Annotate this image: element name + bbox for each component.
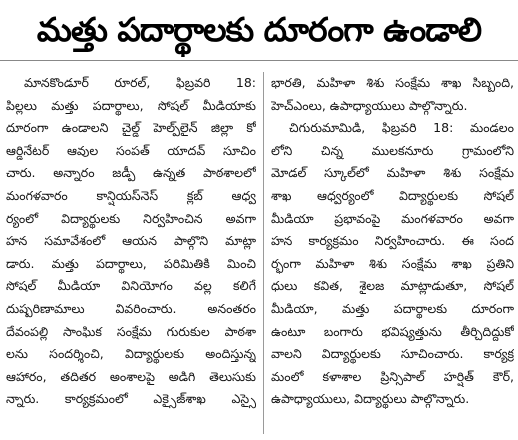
article-line: ఉంటూ బంగారు భవిష్యత్తును తీర్చిదిద్దుకో <box>271 323 514 339</box>
article-line: శాఖ ఆధ్వర్యంలో విద్యార్థులకు సోషల్ <box>271 187 514 203</box>
article-line: హన సమావేశంలో ఆయన పాల్గొని మాట్లా <box>6 233 256 249</box>
article-line: చిగురుమామిడి, ఫిబ్రవరి 18: మండలం <box>289 120 514 136</box>
article-column-left <box>6 72 256 438</box>
article-line: ర్భంగా మహిళా శిశు సంక్షేమ శాఖ ప్రతిని <box>271 255 514 271</box>
article-line: దూరంగా ఉండాలని చైల్డ్ హెల్ప్‌లైన్ జిల్లా కో <box>6 120 256 136</box>
article-line: మంగళవారం కాన్షియస్‌నెస్ క్లబ్ ఆధ్వ <box>6 187 256 203</box>
article-line: మోడల్ స్కూల్‌లో మహిళా శిశు సంక్షేమ <box>271 165 514 181</box>
article-line: ఆహారం, తదితర అంశాలపై అడిగి తెలుసుకు <box>6 368 256 384</box>
article-line: న్నారు. కార్యక్రమంలో ఎక్సైజ్‌శాఖ ఎస్సై <box>6 391 256 407</box>
article-line: ఉపాధ్యాయులు, విద్యార్థులు పాల్గొన్నారు. <box>271 391 470 407</box>
article-line: దుష్పరిణామాలు వివరించారు. అనంతరం <box>6 300 256 316</box>
article-headline: మత్తు పదార్థాలకు దూరంగా ఉండాలి <box>36 10 482 49</box>
article-line: లను సందర్శించి, విద్యార్థులకు అందిస్తున్న <box>6 346 256 362</box>
headline-divider <box>0 60 518 61</box>
article-line: దేవంపల్లి సాంఘిక సంక్షేమ గురుకుల పాఠశా <box>6 323 256 339</box>
column-divider <box>263 72 264 434</box>
article-line: వాలని విద్యార్థులకు సూచించారు. కార్యక్ర <box>271 346 514 362</box>
article-line: ధులు కవిత, శైలజ మాట్లాడుతూ, సోషల్ <box>271 278 514 294</box>
article-line: హెచ్ఎంలు, ఉపాధ్యాయులు పాల్గొన్నారు. <box>271 97 468 113</box>
article-line: ఆర్డినేటర్ ఆవుల సంపత్ యాదవ్ సూచిం <box>6 142 256 158</box>
article-line: డారు. మత్తు పదార్థాలు, పరిమితికి మించి <box>6 255 256 271</box>
article-line: మీడియా, మత్తు పదార్థాలకు దూరంగా <box>271 300 514 316</box>
article-line: భారతి, మహిళా శిశు సంక్షేమ శాఖ సిబ్బంది, <box>271 75 514 90</box>
article-column-right <box>271 72 514 438</box>
article-line: చారు. అన్నారం జడ్పీ ఉన్నత పాఠశాలలో <box>6 165 256 181</box>
article-line: మానకొండూర్ రూరల్, ఫిబ్రవరి 18: <box>24 75 256 90</box>
article-line: సోషల్ మీడియా వినియోగం వల్ల కలిగే <box>6 278 256 294</box>
article-line: మీడియా ప్రభావంపై మంగళవారం అవగా <box>271 210 514 226</box>
article-line: మంలో కళాశాల ప్రిన్సిపాల్ హర్షిత్ కౌర్, <box>271 368 514 384</box>
article-line: ర్యంలో విద్యార్థులకు నిర్వహించిన అవగా <box>6 210 256 226</box>
article-line: పిల్లలు మత్తు పదార్థాలు, సోషల్ మీడియాకు <box>6 97 256 113</box>
article-line: లోని చిన్న ములకనూరు గ్రామంలోని <box>271 142 514 158</box>
article-line: హన కార్యక్రమం నిర్వహించారు. ఈ సంద <box>271 233 514 249</box>
